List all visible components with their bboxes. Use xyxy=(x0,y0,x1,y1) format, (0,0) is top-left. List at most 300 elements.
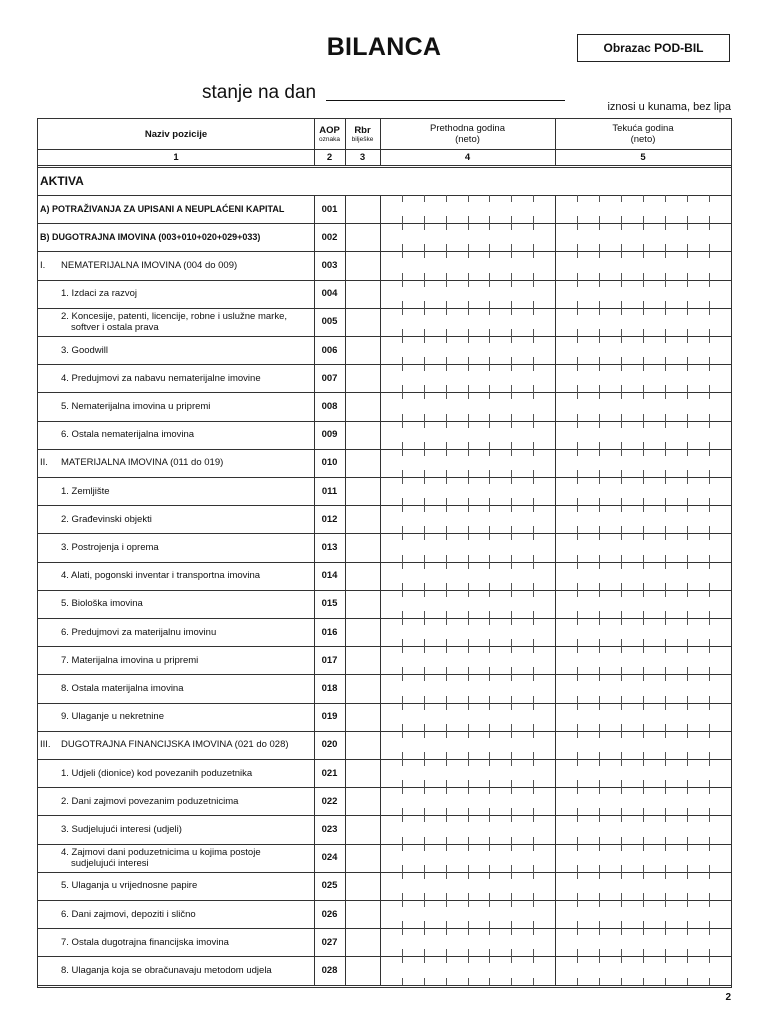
digit-tick xyxy=(665,442,666,449)
digit-tick xyxy=(511,724,512,731)
digit-tick xyxy=(424,280,425,287)
digit-tick xyxy=(511,928,512,935)
digit-tick xyxy=(577,696,578,703)
digit-tick xyxy=(621,421,622,428)
row-label-text: 2. Koncesije, patenti, licencije, robne i uslužne marke, xyxy=(61,310,288,322)
row-note-input[interactable] xyxy=(345,505,380,533)
digit-tick xyxy=(665,978,666,985)
digit-tick xyxy=(621,195,622,202)
row-note-input[interactable] xyxy=(345,759,380,787)
digit-tick xyxy=(709,611,710,618)
digit-tick xyxy=(468,273,469,280)
digit-tick xyxy=(402,590,403,597)
digit-tick xyxy=(709,505,710,512)
digit-tick xyxy=(489,611,490,618)
digit-tick xyxy=(511,195,512,202)
digit-tick xyxy=(665,470,666,477)
digit-tick xyxy=(599,759,600,766)
digit-tick xyxy=(424,639,425,646)
digit-tick xyxy=(468,787,469,794)
digit-tick xyxy=(533,583,534,590)
digit-tick xyxy=(621,301,622,308)
digit-tick xyxy=(533,280,534,287)
row-aop-code: 012 xyxy=(321,513,338,525)
digit-tick xyxy=(643,583,644,590)
digit-tick xyxy=(402,759,403,766)
digit-tick xyxy=(643,336,644,343)
digit-tick xyxy=(621,893,622,900)
row-note-input[interactable] xyxy=(345,731,380,759)
digit-tick xyxy=(643,357,644,364)
digit-tick xyxy=(424,872,425,879)
digit-tick xyxy=(446,646,447,653)
digit-tick xyxy=(709,583,710,590)
digit-tick xyxy=(489,498,490,505)
digit-tick xyxy=(533,216,534,223)
digit-tick xyxy=(468,611,469,618)
row-label xyxy=(38,251,312,279)
row-aop-code: 020 xyxy=(321,739,338,751)
table-row xyxy=(38,703,731,731)
row-label-text: 3. Sudjelujući interesi (udjeli) xyxy=(61,823,182,835)
digit-tick xyxy=(577,787,578,794)
row-note-input[interactable] xyxy=(345,421,380,449)
digit-tick xyxy=(665,364,666,371)
digit-tick xyxy=(599,498,600,505)
row-note-input[interactable] xyxy=(345,844,380,872)
digit-tick xyxy=(402,703,403,710)
digit-tick xyxy=(665,752,666,759)
digit-tick xyxy=(511,526,512,533)
row-note-input[interactable] xyxy=(345,251,380,279)
digit-tick xyxy=(402,470,403,477)
digit-tick xyxy=(489,928,490,935)
digit-tick xyxy=(402,752,403,759)
digit-tick xyxy=(665,787,666,794)
digit-tick xyxy=(621,731,622,738)
digit-tick xyxy=(468,978,469,985)
digit-tick xyxy=(446,731,447,738)
digit-tick xyxy=(402,392,403,399)
digit-tick xyxy=(511,477,512,484)
row-label xyxy=(38,449,312,477)
digit-tick xyxy=(446,837,447,844)
digit-tick xyxy=(424,928,425,935)
digit-tick xyxy=(687,498,688,505)
digit-tick xyxy=(511,696,512,703)
digit-tick xyxy=(577,837,578,844)
digit-tick xyxy=(533,477,534,484)
digit-tick xyxy=(446,759,447,766)
digit-tick xyxy=(446,357,447,364)
column-divider xyxy=(380,119,381,165)
digit-tick xyxy=(402,696,403,703)
digit-tick xyxy=(489,815,490,822)
row-label xyxy=(38,280,333,308)
digit-tick xyxy=(643,505,644,512)
row-note-input[interactable] xyxy=(345,928,380,956)
digit-tick xyxy=(446,251,447,258)
colnum-4: 4 xyxy=(464,151,471,163)
digit-tick xyxy=(489,583,490,590)
digit-tick xyxy=(643,421,644,428)
digit-tick xyxy=(446,195,447,202)
digit-tick xyxy=(643,470,644,477)
digit-tick xyxy=(643,759,644,766)
digit-tick xyxy=(511,837,512,844)
table-row xyxy=(38,364,731,392)
digit-tick xyxy=(599,865,600,872)
digit-tick xyxy=(599,703,600,710)
row-label xyxy=(38,956,333,984)
digit-tick xyxy=(599,611,600,618)
digit-tick xyxy=(446,414,447,421)
row-note-input[interactable] xyxy=(345,280,380,308)
digit-tick xyxy=(687,949,688,956)
row-note-input[interactable] xyxy=(345,618,380,646)
digit-tick xyxy=(424,421,425,428)
row-label xyxy=(38,195,312,223)
digit-tick xyxy=(687,928,688,935)
digit-tick xyxy=(424,562,425,569)
digit-tick xyxy=(402,244,403,251)
page-title: BILANCA xyxy=(326,33,442,61)
row-note-input[interactable] xyxy=(345,449,380,477)
digit-tick xyxy=(489,301,490,308)
digit-tick xyxy=(599,273,600,280)
digit-tick xyxy=(599,385,600,392)
row-label-text: 3. Goodwill xyxy=(61,344,108,356)
row-label xyxy=(38,562,333,590)
digit-tick xyxy=(533,731,534,738)
digit-tick xyxy=(402,195,403,202)
digit-tick xyxy=(687,583,688,590)
digit-tick xyxy=(665,837,666,844)
row-note-input[interactable] xyxy=(345,308,380,336)
digit-tick xyxy=(533,301,534,308)
digit-tick xyxy=(424,956,425,963)
row-note-input[interactable] xyxy=(345,336,380,364)
digit-tick xyxy=(665,731,666,738)
digit-tick xyxy=(533,442,534,449)
digit-tick xyxy=(643,392,644,399)
digit-tick xyxy=(577,498,578,505)
digit-tick xyxy=(599,470,600,477)
digit-tick xyxy=(687,900,688,907)
digit-tick xyxy=(577,562,578,569)
digit-tick xyxy=(687,872,688,879)
digit-tick xyxy=(489,900,490,907)
row-label xyxy=(38,421,333,449)
digit-tick xyxy=(577,442,578,449)
digit-tick xyxy=(424,696,425,703)
digit-tick xyxy=(577,301,578,308)
table-row xyxy=(38,731,731,759)
digit-tick xyxy=(446,477,447,484)
row-note-input[interactable] xyxy=(345,533,380,561)
digit-tick xyxy=(424,724,425,731)
row-note-input[interactable] xyxy=(345,815,380,843)
digit-tick xyxy=(424,646,425,653)
digit-tick xyxy=(489,780,490,787)
row-note-input[interactable] xyxy=(345,477,380,505)
row-label-text: A) POTRAŽIVANJA ZA UPISANI A NEUPLAĆENI KAPITAL xyxy=(40,203,285,214)
digit-tick xyxy=(511,392,512,399)
table-row xyxy=(38,900,731,928)
digit-tick xyxy=(511,251,512,258)
digit-tick xyxy=(709,526,710,533)
digit-tick xyxy=(446,273,447,280)
digit-tick xyxy=(687,639,688,646)
row-label-wrap xyxy=(61,824,182,835)
digit-tick xyxy=(621,590,622,597)
digit-tick xyxy=(511,674,512,681)
digit-tick xyxy=(489,244,490,251)
row-label-wrap xyxy=(61,598,143,609)
digit-tick xyxy=(643,414,644,421)
digit-tick xyxy=(621,329,622,336)
digit-tick xyxy=(489,893,490,900)
digit-tick xyxy=(489,752,490,759)
digit-tick xyxy=(665,533,666,540)
digit-tick xyxy=(489,844,490,851)
digit-tick xyxy=(446,555,447,562)
digit-tick xyxy=(599,590,600,597)
digit-tick xyxy=(424,470,425,477)
digit-tick xyxy=(643,900,644,907)
digit-tick xyxy=(489,533,490,540)
digit-tick xyxy=(489,808,490,815)
digit-tick xyxy=(489,195,490,202)
digit-tick xyxy=(402,893,403,900)
digit-tick xyxy=(665,872,666,879)
digit-tick xyxy=(687,251,688,258)
digit-tick xyxy=(687,533,688,540)
digit-tick xyxy=(643,477,644,484)
digit-tick xyxy=(577,724,578,731)
digit-tick xyxy=(665,759,666,766)
digit-tick xyxy=(533,392,534,399)
digit-tick xyxy=(687,731,688,738)
digit-tick xyxy=(424,216,425,223)
digit-tick xyxy=(599,956,600,963)
row-note-input[interactable] xyxy=(345,392,380,420)
digit-tick xyxy=(489,731,490,738)
digit-tick xyxy=(424,590,425,597)
digit-tick xyxy=(599,562,600,569)
digit-tick xyxy=(511,646,512,653)
digit-tick xyxy=(446,752,447,759)
digit-tick xyxy=(489,956,490,963)
date-blank-line[interactable] xyxy=(326,100,565,101)
row-note-input[interactable] xyxy=(345,223,380,251)
digit-tick xyxy=(489,329,490,336)
table-row xyxy=(38,590,731,618)
digit-tick xyxy=(577,731,578,738)
digit-tick xyxy=(643,872,644,879)
row-label-wrap xyxy=(61,965,272,976)
digit-tick xyxy=(643,752,644,759)
digit-tick xyxy=(687,392,688,399)
digit-tick xyxy=(424,505,425,512)
digit-tick xyxy=(643,442,644,449)
digit-tick xyxy=(511,815,512,822)
digit-tick xyxy=(643,815,644,822)
digit-tick xyxy=(468,703,469,710)
row-note-input[interactable] xyxy=(345,900,380,928)
table-row xyxy=(38,956,731,984)
digit-tick xyxy=(533,336,534,343)
digit-tick xyxy=(621,244,622,251)
digit-tick xyxy=(446,562,447,569)
row-note-input[interactable] xyxy=(345,562,380,590)
digit-tick xyxy=(511,385,512,392)
row-note-input[interactable] xyxy=(345,646,380,674)
digit-tick xyxy=(665,392,666,399)
digit-tick xyxy=(424,195,425,202)
column-divider xyxy=(314,119,315,165)
digit-tick xyxy=(402,449,403,456)
digit-tick xyxy=(709,449,710,456)
form-code-box: Obrazac POD-BIL xyxy=(577,34,730,62)
digit-tick xyxy=(533,956,534,963)
digit-tick xyxy=(599,414,600,421)
row-note-input[interactable] xyxy=(345,195,380,223)
digit-tick xyxy=(424,893,425,900)
column-divider xyxy=(345,119,346,165)
digit-tick xyxy=(511,787,512,794)
digit-tick xyxy=(446,583,447,590)
digit-tick xyxy=(709,893,710,900)
digit-tick xyxy=(687,273,688,280)
row-aop-code: 004 xyxy=(321,288,338,300)
row-note-input[interactable] xyxy=(345,703,380,731)
digit-tick xyxy=(687,590,688,597)
row-aop-code: 013 xyxy=(321,541,338,553)
digit-tick xyxy=(709,470,710,477)
digit-tick xyxy=(468,949,469,956)
digit-tick xyxy=(446,978,447,985)
digit-tick xyxy=(424,900,425,907)
digit-tick xyxy=(468,562,469,569)
digit-tick xyxy=(599,928,600,935)
digit-tick xyxy=(446,526,447,533)
row-label-text: 8. Ostala materijalna imovina xyxy=(61,682,184,694)
digit-tick xyxy=(577,244,578,251)
digit-tick xyxy=(402,301,403,308)
digit-tick xyxy=(599,336,600,343)
digit-tick xyxy=(424,815,425,822)
row-roman-prefix: I. xyxy=(40,259,46,271)
digit-tick xyxy=(489,696,490,703)
digit-tick xyxy=(533,844,534,851)
digit-tick xyxy=(533,223,534,230)
digit-tick xyxy=(533,251,534,258)
row-label xyxy=(38,392,333,420)
row-note-input[interactable] xyxy=(345,872,380,900)
digit-tick xyxy=(621,639,622,646)
digit-tick xyxy=(468,759,469,766)
digit-tick xyxy=(709,618,710,625)
digit-tick xyxy=(511,414,512,421)
digit-tick xyxy=(621,752,622,759)
digit-tick xyxy=(468,808,469,815)
row-note-input[interactable] xyxy=(345,590,380,618)
digit-tick xyxy=(446,808,447,815)
digit-tick xyxy=(621,724,622,731)
digit-tick xyxy=(533,759,534,766)
digit-tick xyxy=(446,893,447,900)
digit-tick xyxy=(643,646,644,653)
digit-tick xyxy=(687,505,688,512)
digit-tick xyxy=(446,590,447,597)
table-row xyxy=(38,533,731,561)
row-label xyxy=(38,815,333,843)
digit-tick xyxy=(687,815,688,822)
digit-tick xyxy=(599,900,600,907)
row-note-input[interactable] xyxy=(345,364,380,392)
row-label-text: 2. Dani zajmovi povezanim poduzetnicima xyxy=(61,795,239,807)
row-note-input[interactable] xyxy=(345,674,380,702)
digit-tick xyxy=(533,921,534,928)
digit-tick xyxy=(511,752,512,759)
digit-tick xyxy=(511,639,512,646)
digit-tick xyxy=(511,667,512,674)
digit-tick xyxy=(424,837,425,844)
digit-tick xyxy=(687,865,688,872)
digit-tick xyxy=(446,505,447,512)
digit-tick xyxy=(599,618,600,625)
digit-tick xyxy=(643,696,644,703)
digit-tick xyxy=(621,696,622,703)
row-label-wrap xyxy=(61,345,108,356)
row-aop-code: 022 xyxy=(321,795,338,807)
digit-tick xyxy=(489,618,490,625)
row-label xyxy=(38,336,333,364)
digit-tick xyxy=(643,498,644,505)
row-note-input[interactable] xyxy=(345,956,380,984)
row-aop-code: 007 xyxy=(321,372,338,384)
digit-tick xyxy=(687,844,688,851)
digit-tick xyxy=(402,308,403,315)
digit-tick xyxy=(468,696,469,703)
row-label xyxy=(38,703,333,731)
table-row xyxy=(38,308,731,336)
digit-tick xyxy=(687,442,688,449)
digit-tick xyxy=(511,949,512,956)
digit-tick xyxy=(665,611,666,618)
row-note-input[interactable] xyxy=(345,787,380,815)
row-label xyxy=(38,787,333,815)
digit-tick xyxy=(489,421,490,428)
header-aop: AOP oznaka xyxy=(319,125,340,143)
row-aop-code: 006 xyxy=(321,344,338,356)
digit-tick xyxy=(446,780,447,787)
digit-tick xyxy=(687,308,688,315)
digit-tick xyxy=(577,611,578,618)
header-name: Naziv pozicije xyxy=(144,128,208,140)
digit-tick xyxy=(533,837,534,844)
digit-tick xyxy=(687,674,688,681)
digit-tick xyxy=(687,893,688,900)
table-row xyxy=(38,251,731,279)
row-aop-code: 005 xyxy=(321,316,338,328)
digit-tick xyxy=(402,216,403,223)
digit-tick xyxy=(621,251,622,258)
digit-tick xyxy=(424,223,425,230)
digit-tick xyxy=(533,357,534,364)
row-label xyxy=(38,477,333,505)
